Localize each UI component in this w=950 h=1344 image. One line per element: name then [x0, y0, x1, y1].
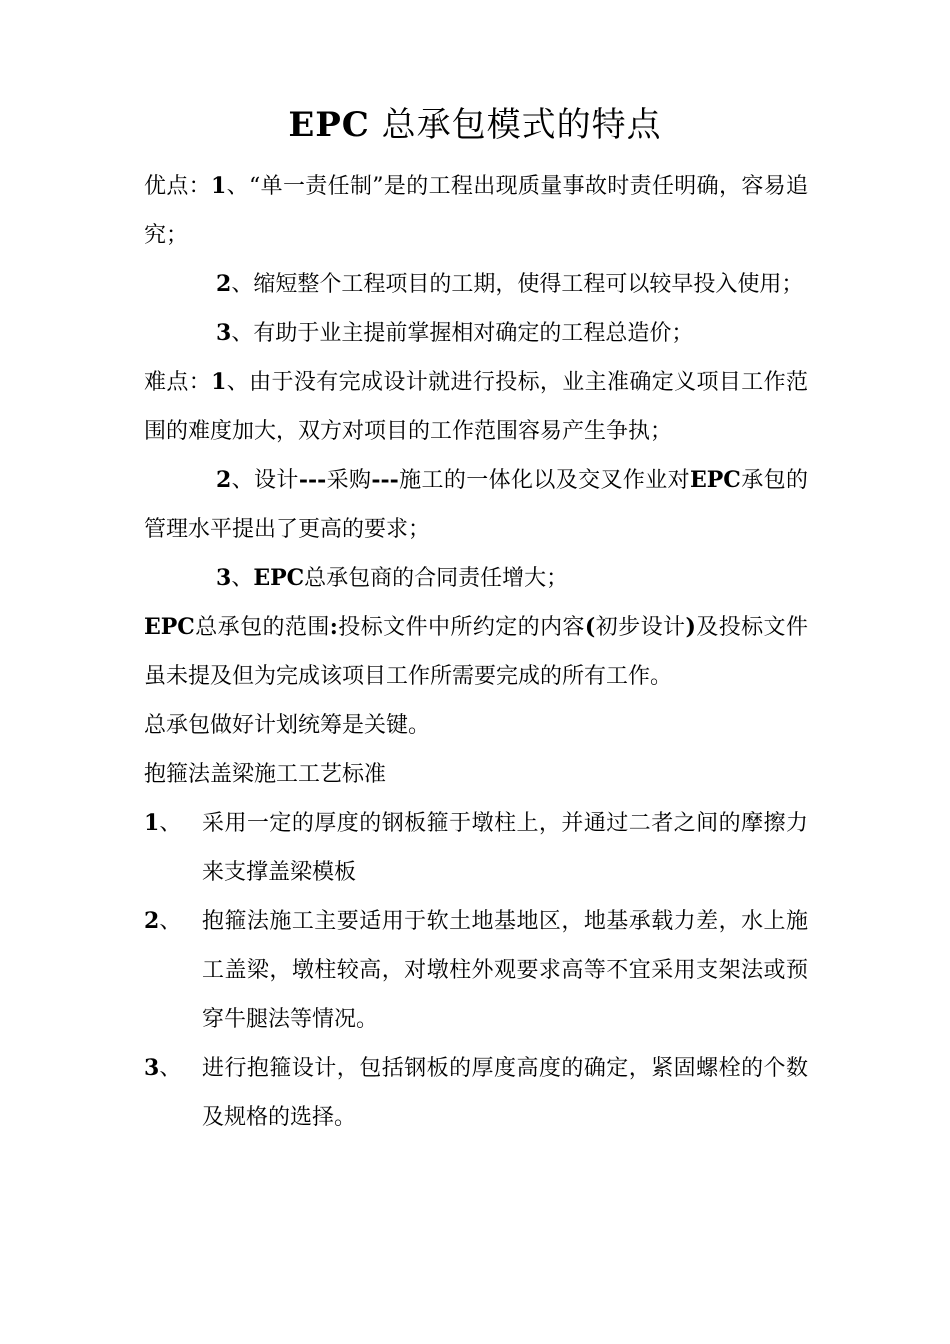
advantage-1-number: 1 — [211, 173, 227, 199]
scope-paren-open: ( — [584, 614, 596, 640]
standard-3-sep: 、 — [159, 1056, 182, 1081]
difficulty-2-text-c: 施工的一体化以及交叉作业对 — [398, 468, 690, 493]
document-body — [144, 162, 808, 1142]
advantage-item-2 — [144, 260, 808, 309]
difficulty-3-text-b: 总承包商的合同责任增大； — [304, 566, 569, 591]
standard-2-text: 抱箍法施工主要适用于软土地基地区，地基承载力差，水上施工盖梁，墩柱较高，对墩柱外观要求高等不宜采用支架法或预穿牛腿法等情况。 — [202, 909, 808, 1032]
difficulty-item-3 — [144, 554, 808, 603]
standard-2-marker — [144, 897, 202, 946]
advantage-3-text: 、有助于业主提前掌握相对确定的工程总造价； — [231, 321, 694, 346]
standard-item-3 — [144, 1044, 808, 1142]
difficulty-1-number: 1 — [211, 369, 227, 395]
scope-text-d: 及投标文件虽未提及但为完成该项目工作所需要完成的所有工作。 — [144, 615, 808, 689]
difficulty-2-number: 2 — [216, 467, 232, 493]
page-title — [0, 100, 950, 150]
scope-text-a: 总承包的范围 — [194, 615, 330, 640]
standard-3-text: 进行抱箍设计，包括钢板的厚度高度的确定，紧固螺栓的个数及规格的选择。 — [202, 1056, 808, 1130]
title-latin: EPC — [288, 105, 370, 145]
difficulty-item-2 — [144, 456, 808, 554]
standard-1-sep: 、 — [159, 811, 182, 836]
difficulties-label: 难点： — [144, 370, 212, 395]
advantages-label: 优点： — [144, 174, 212, 199]
difficulty-2-text-a: 、设计 — [231, 468, 299, 493]
advantage-3-number: 3 — [216, 320, 232, 346]
difficulty-2-epc: EPC — [690, 467, 741, 493]
scope-text-b: 投标文件中所约定的内容 — [337, 615, 585, 640]
standard-item-2 — [144, 897, 808, 1044]
advantage-1-text: 、“单一责任制”是的工程出现质量事故时责任明确，容易追究； — [144, 174, 808, 248]
section-title: 抱箍法盖梁施工工艺标准 — [144, 762, 387, 787]
difficulty-3-number: 3 — [216, 565, 232, 591]
difficulty-1-text: 、由于没有完成设计就进行投标，业主准确定义项目工作范围的难度加大，双方对项目的工作范围容易产生争执； — [144, 370, 808, 444]
standard-2-sep: 、 — [159, 909, 182, 934]
difficulty-2-text-d: 承包的管理水平提出了更高的要求； — [144, 468, 808, 542]
difficulty-2-text-b: 采购 — [326, 468, 372, 493]
difficulty-2-dash-2: --- — [371, 467, 399, 493]
title-text: 总承包模式的特点 — [381, 105, 662, 145]
standard-2-number: 2 — [144, 908, 160, 934]
scope-paren-close: ) — [685, 614, 696, 640]
advantage-2-text: 、缩短整个工程项目的工期，使得工程可以较早投入使用； — [231, 272, 804, 297]
key-line: 总承包做好计划统筹是关键。 — [144, 713, 431, 738]
scope-paragraph — [144, 603, 808, 701]
scope-colon: : — [329, 614, 338, 640]
difficulty-item-1 — [144, 358, 808, 456]
standard-3-marker — [144, 1044, 202, 1093]
standard-1-text: 采用一定的厚度的钢板箍于墩柱上，并通过二者之间的摩擦力来支撑盖梁模板 — [202, 811, 808, 885]
advantage-2-number: 2 — [216, 271, 232, 297]
standard-1-number: 1 — [144, 810, 160, 836]
difficulty-2-dash-1: --- — [298, 467, 327, 493]
standard-3-number: 3 — [144, 1055, 160, 1081]
standard-1-marker — [144, 799, 202, 848]
difficulty-3-epc: EPC — [253, 565, 305, 591]
advantage-item-1 — [144, 162, 808, 260]
advantage-item-3 — [144, 309, 808, 358]
scope-epc: EPC — [144, 614, 195, 640]
difficulty-3-text-a: 、 — [231, 566, 254, 591]
standard-item-1 — [144, 799, 808, 897]
scope-text-c: 初步设计 — [595, 615, 686, 640]
